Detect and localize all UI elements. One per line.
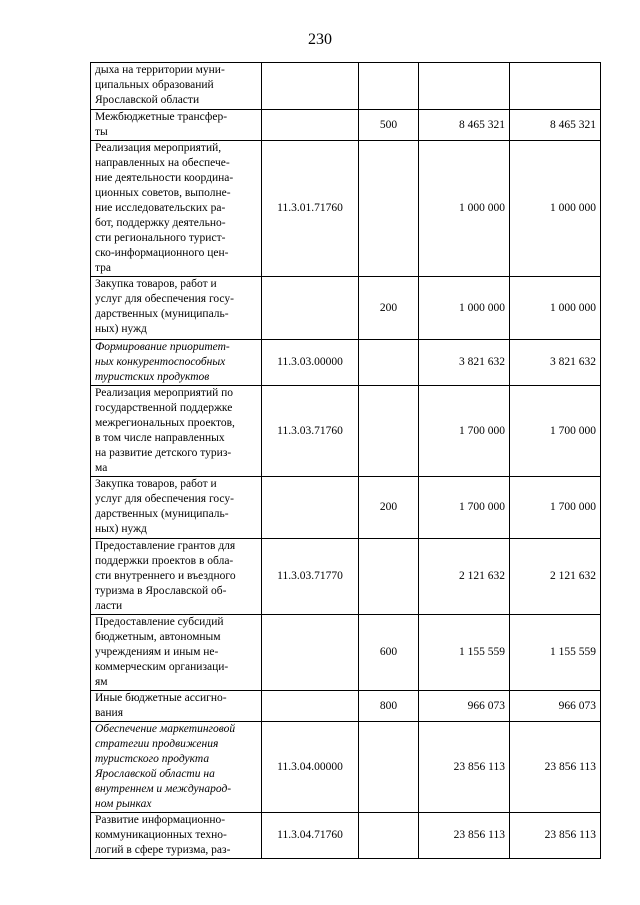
table-row — [91, 691, 601, 722]
row-amount-year2-cell: 3 821 632 — [510, 340, 601, 386]
row-amount-year2-cell: 1 700 000 — [510, 477, 601, 539]
table-row — [91, 539, 601, 615]
row-code-cell: 11.3.03.00000 — [262, 340, 359, 386]
row-name-cell: Реализация мероприятий, направленных на обеспече- ние деятельности координа- ционных советов, выполне- ние исследовательских ра- бот, поддержку деятельно- сти регионального турист- ско-информационного цен- тра — [91, 141, 262, 277]
row-amount-year1-cell: 1 155 559 — [419, 615, 510, 691]
row-code-cell — [262, 615, 359, 691]
row-expense-type-cell — [359, 141, 419, 277]
row-expense-type-cell: 600 — [359, 615, 419, 691]
budget-table — [90, 62, 601, 859]
table-row — [91, 110, 601, 141]
row-expense-type-cell — [359, 63, 419, 110]
row-code-cell: 11.3.01.71760 — [262, 141, 359, 277]
row-name-cell: Обеспечение маркетинговой стратегии продвижения туристского продукта Ярославской области на внутреннем и международ- ном рынках — [91, 722, 262, 813]
row-expense-type-cell — [359, 340, 419, 386]
row-expense-type-cell — [359, 722, 419, 813]
row-amount-year2-cell — [510, 63, 601, 110]
row-name-cell: Закупка товаров, работ и услуг для обеспечения госу- дарственных (муниципаль- ных) нужд — [91, 477, 262, 539]
row-amount-year1-cell: 23 856 113 — [419, 722, 510, 813]
table-row — [91, 63, 601, 110]
row-amount-year2-cell: 23 856 113 — [510, 813, 601, 859]
row-amount-year1-cell: 966 073 — [419, 691, 510, 722]
row-amount-year1-cell — [419, 63, 510, 110]
table-row — [91, 277, 601, 340]
row-name-cell: Реализация мероприятий по государственной поддержке межрегиональных проектов, в том числе направленных на развитие детского туриз- ма — [91, 386, 262, 477]
table-row — [91, 477, 601, 539]
row-amount-year2-cell: 2 121 632 — [510, 539, 601, 615]
row-amount-year1-cell: 8 465 321 — [419, 110, 510, 141]
row-amount-year2-cell: 8 465 321 — [510, 110, 601, 141]
row-amount-year1-cell: 2 121 632 — [419, 539, 510, 615]
row-name-cell: дыха на территории муни- ципальных образований Ярославской области — [91, 63, 262, 110]
row-expense-type-cell — [359, 539, 419, 615]
row-expense-type-cell: 200 — [359, 477, 419, 539]
row-code-cell: 11.3.03.71770 — [262, 539, 359, 615]
row-amount-year2-cell: 1 155 559 — [510, 615, 601, 691]
row-name-cell: Развитие информационно- коммуникационных техно- логий в сфере туризма, раз- — [91, 813, 262, 859]
row-amount-year1-cell: 1 000 000 — [419, 277, 510, 340]
row-expense-type-cell: 500 — [359, 110, 419, 141]
table-row — [91, 615, 601, 691]
row-expense-type-cell — [359, 386, 419, 477]
table-row — [91, 340, 601, 386]
row-expense-type-cell: 800 — [359, 691, 419, 722]
row-amount-year2-cell: 1 700 000 — [510, 386, 601, 477]
row-code-cell: 11.3.03.71760 — [262, 386, 359, 477]
row-amount-year1-cell: 1 700 000 — [419, 477, 510, 539]
row-amount-year1-cell: 1 000 000 — [419, 141, 510, 277]
row-amount-year2-cell: 966 073 — [510, 691, 601, 722]
row-amount-year1-cell: 3 821 632 — [419, 340, 510, 386]
row-amount-year2-cell: 23 856 113 — [510, 722, 601, 813]
row-name-cell: Иные бюджетные ассигно- вания — [91, 691, 262, 722]
row-name-cell: Предоставление субсидий бюджетным, автономным учреждениям и иным не- коммерческим организаци- ям — [91, 615, 262, 691]
row-code-cell — [262, 110, 359, 141]
row-name-cell: Предоставление грантов для поддержки проектов в обла- сти внутреннего и въездного туризма в Ярославской об- ласти — [91, 539, 262, 615]
row-code-cell — [262, 277, 359, 340]
table-row — [91, 386, 601, 477]
row-code-cell — [262, 63, 359, 110]
row-amount-year1-cell: 23 856 113 — [419, 813, 510, 859]
row-name-cell: Межбюджетные трансфер- ты — [91, 110, 262, 141]
table-row — [91, 813, 601, 859]
row-name-cell: Формирование приоритет- ных конкурентоспособных туристских продуктов — [91, 340, 262, 386]
table-row — [91, 141, 601, 277]
row-amount-year2-cell: 1 000 000 — [510, 141, 601, 277]
page-number: 230 — [308, 31, 332, 48]
table-row — [91, 722, 601, 813]
row-name-cell: Закупка товаров, работ и услуг для обеспечения госу- дарственных (муниципаль- ных) нужд — [91, 277, 262, 340]
row-amount-year2-cell: 1 000 000 — [510, 277, 601, 340]
row-code-cell: 11.3.04.71760 — [262, 813, 359, 859]
row-code-cell: 11.3.04.00000 — [262, 722, 359, 813]
row-code-cell — [262, 477, 359, 539]
row-expense-type-cell: 200 — [359, 277, 419, 340]
row-code-cell — [262, 691, 359, 722]
row-expense-type-cell — [359, 813, 419, 859]
row-amount-year1-cell: 1 700 000 — [419, 386, 510, 477]
